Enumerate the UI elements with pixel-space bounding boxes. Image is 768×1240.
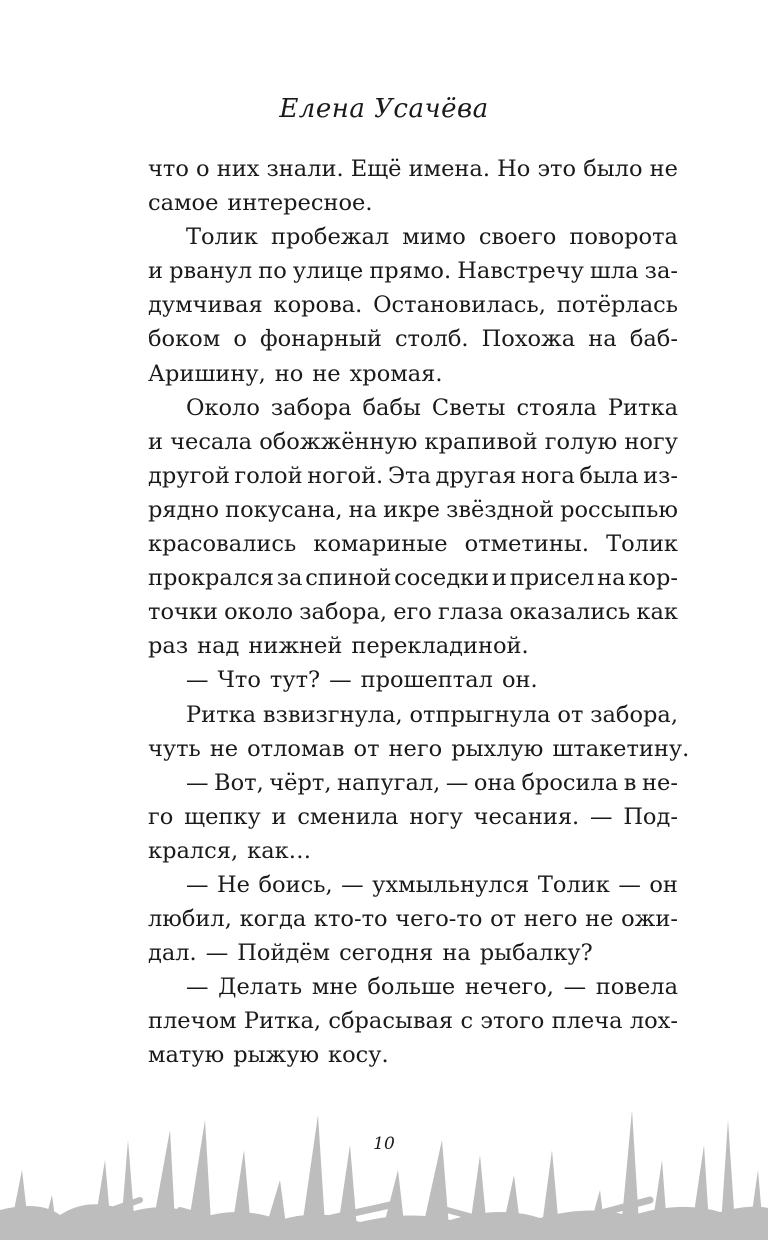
word: за [276,565,303,592]
word: Остановилась, [373,292,546,319]
word: Толик [606,531,678,558]
word: думчивая [148,292,263,319]
word: раз [148,633,189,660]
word: фонарный [259,326,382,353]
word: этого [480,1008,545,1035]
text-line [148,493,678,527]
word: своего [478,224,557,251]
word: мне [311,974,358,1001]
word: дал. [148,940,197,967]
word: рядно [148,496,219,523]
word: Пойдём [237,940,331,967]
word: не [649,156,678,182]
word: перекладиной. [351,633,529,660]
word: обожжённую [259,428,418,455]
word: россыпью [560,496,678,523]
word: сменила [297,803,399,830]
word: отметины. [464,531,589,558]
word: он [649,871,678,898]
word: го [148,803,174,830]
word: улице [292,258,364,285]
word: — [618,871,641,898]
grass-silhouette-decoration [0,1100,768,1240]
word: другая [435,462,517,489]
word: чуть [148,735,201,762]
text-line [148,527,678,561]
word: забора, [590,701,678,728]
word: тут? [269,667,321,694]
word: Вот, [214,769,264,796]
word: но [274,360,304,387]
word: он. [501,667,538,694]
word: оказались [509,599,631,626]
word: отпрыгнула [409,701,551,728]
text-line [148,459,678,493]
word: не- [642,769,678,796]
word: из- [643,462,678,489]
word: о [233,326,247,353]
word: него [523,906,578,933]
word: крался, [148,837,239,864]
text-line [148,902,678,936]
word: забора [270,394,352,421]
word: голую [544,428,618,455]
word: комариные [313,531,448,558]
word: знали. [266,156,344,182]
word: от [353,735,380,762]
word: самое [148,190,219,217]
word: Что [217,667,261,694]
word: по [258,258,287,285]
word: рванул [169,258,253,285]
word: Ритка, [243,1008,322,1035]
word: соседки [394,565,490,592]
word: звёздной [446,496,554,523]
word: ожи- [621,906,678,933]
word: потёрлась [556,292,678,319]
word: что [148,156,189,182]
text-line [148,220,678,254]
word: его [393,599,432,626]
running-header-author: Елена Усачёва [279,94,489,124]
word: — [341,871,364,898]
word: чесала [170,428,253,455]
word: присел [509,565,595,592]
text-line [148,595,678,629]
text-line [148,936,678,970]
word: и [148,258,163,285]
word: — [563,974,587,1001]
word: в [623,769,637,796]
word: лох- [629,1008,678,1035]
word: больше [367,974,456,1001]
word: она [473,769,516,796]
word: спиной [305,565,392,592]
text-line [148,766,678,800]
word: было [583,156,643,182]
word: другой [148,462,230,489]
word: глаза [438,599,504,626]
page-number: 10 [373,1134,395,1154]
text-line [148,1004,678,1038]
text-line [148,1038,678,1072]
word: пробежал [270,224,390,251]
text-line [148,561,678,595]
word: Около [186,394,260,421]
text-line [148,425,678,459]
word: матую [148,1042,225,1069]
word: икре [383,496,440,523]
word: не [312,360,341,387]
word: ногой. [307,462,384,489]
word: боись, [258,871,333,898]
word: Под- [623,803,678,830]
word: на [442,940,471,967]
word: — [186,871,209,898]
text-line [148,732,690,766]
word: Толик [537,871,610,898]
word: любил, [148,906,232,933]
word: поворота [569,224,678,251]
word: чёрт, [269,769,332,796]
text-line [148,629,678,663]
word: плеча [551,1008,623,1035]
word: Но [497,156,531,182]
word: нижней [248,633,343,660]
word: и [148,428,163,455]
word: нога [520,462,575,489]
word: кто-то [313,906,388,933]
word: от [557,701,584,728]
word: стояла [516,394,597,421]
word: столб. [394,326,469,353]
word: чесания. [473,803,580,830]
text-line [148,288,678,322]
word: голой [234,462,303,489]
word: чего-то [395,906,483,933]
word: о [196,156,210,182]
word: точки [148,599,218,626]
word: Ещё [350,156,402,182]
word: — [445,769,469,796]
word: ногу [409,803,463,830]
word: ухмыльнулся [372,871,530,898]
word: рыхлую [451,735,544,762]
word: Светы [431,394,506,421]
text-line [148,152,678,186]
text-line [148,800,678,834]
text-line [148,357,678,391]
text-line [148,322,678,356]
word: плечом [148,1008,237,1035]
text-line [148,834,678,868]
text-line [148,970,678,1004]
word: штакетину. [552,735,690,762]
word: забора, [299,599,388,626]
word: сбрасывая [328,1008,454,1035]
word: прямо. [369,258,452,285]
word: них [216,156,260,182]
word: с [460,1008,474,1035]
word: Делать [218,974,303,1001]
word: как [636,599,678,626]
word: бабы [362,394,421,421]
word: Аришину, [148,360,266,387]
word: крапивой [424,428,538,455]
word: сегодня [339,940,434,967]
word: как… [247,837,312,864]
text-line [148,391,678,425]
word: шла [589,258,639,285]
word: имена. [408,156,490,182]
word: боком [148,326,221,353]
word: Ритка [607,394,678,421]
text-line [148,663,678,697]
word: напугал, [337,769,441,796]
word: щепку [184,803,261,830]
word: — [186,974,209,1001]
word: него [388,735,443,762]
word: — [590,803,613,830]
word: — [186,667,209,694]
word: Не [217,871,250,898]
word: — [205,940,229,967]
word: покусана, [225,496,343,523]
word: на [588,326,617,353]
word: на [348,496,378,523]
word: это [537,156,577,182]
word: ногу [624,428,678,455]
word: от [490,906,517,933]
word: за- [644,258,678,285]
word: корова. [273,292,363,319]
text-line [148,698,678,732]
word: Эта [387,462,431,489]
word: не [209,735,239,762]
word: над [197,633,240,660]
word: кор- [628,565,678,592]
word: Похожа [481,326,576,353]
word: мимо [402,224,466,251]
word: косу. [328,1042,389,1069]
word: — [329,667,352,694]
word: интересное. [227,190,373,217]
word: — [186,769,209,796]
word: нечего, [464,974,554,1001]
word: около [224,599,294,626]
word: и [271,803,287,830]
text-line [148,186,678,220]
word: Толик [186,224,258,251]
word: повела [595,974,678,1001]
text-line [148,868,678,902]
word: рыжую [233,1042,320,1069]
text-line [148,254,678,288]
word: отломав [247,735,345,762]
word: бросила [521,769,619,796]
word: баб- [629,326,678,353]
word: красовались [148,531,297,558]
word: прошептал [360,667,493,694]
body-text [148,152,690,1073]
word: и [491,565,507,592]
word: прокрался [148,565,274,592]
word: на [597,565,626,592]
word: Навстречу [457,258,584,285]
word: Ритка [186,701,257,728]
word: рыбалку? [479,940,593,967]
word: не [585,906,614,933]
word: взвизгнула, [262,701,403,728]
word: когда [239,906,307,933]
word: хромая. [349,360,443,387]
word: была [579,462,639,489]
